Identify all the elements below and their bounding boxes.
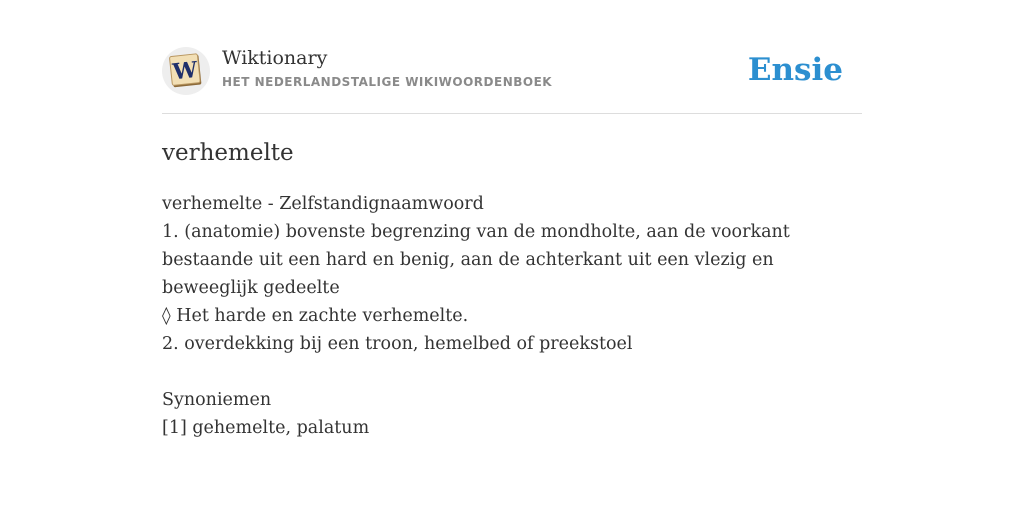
- synonyms-heading: Synoniemen: [162, 390, 272, 410]
- site-tagline: HET NEDERLANDSTALIGE WIKIWOORDENBOEK: [222, 75, 553, 89]
- header-divider: [162, 113, 862, 114]
- site-header: [162, 46, 862, 96]
- page: [162, 0, 862, 512]
- example-sentence: ◊ Het harde en zachte verhemelte.: [162, 306, 469, 326]
- entry-body: [162, 190, 864, 442]
- synonyms-list: [1] gehemelte, palatum: [162, 418, 370, 438]
- spacer: [162, 358, 864, 386]
- ensie-link[interactable]: Ensie: [747, 52, 843, 88]
- site-name: Wiktionary: [222, 47, 328, 69]
- definition-1: 1. (anatomie) bovenste begrenzing van de mondholte, aan de voorkant bestaande uit een hard en benig, aan de achterkant uit een vlezig en beweeglijk gedeelte: [162, 222, 790, 298]
- word-class-line: verhemelte - Zelfstandignaamwoord: [162, 194, 484, 214]
- page-title: verhemelte: [162, 140, 294, 166]
- definition-2: 2. overdekking bij een troon, hemelbed of preekstoel: [162, 334, 633, 354]
- wiktionary-logo-icon[interactable]: [162, 47, 210, 95]
- svg-text:W: W: [171, 56, 199, 86]
